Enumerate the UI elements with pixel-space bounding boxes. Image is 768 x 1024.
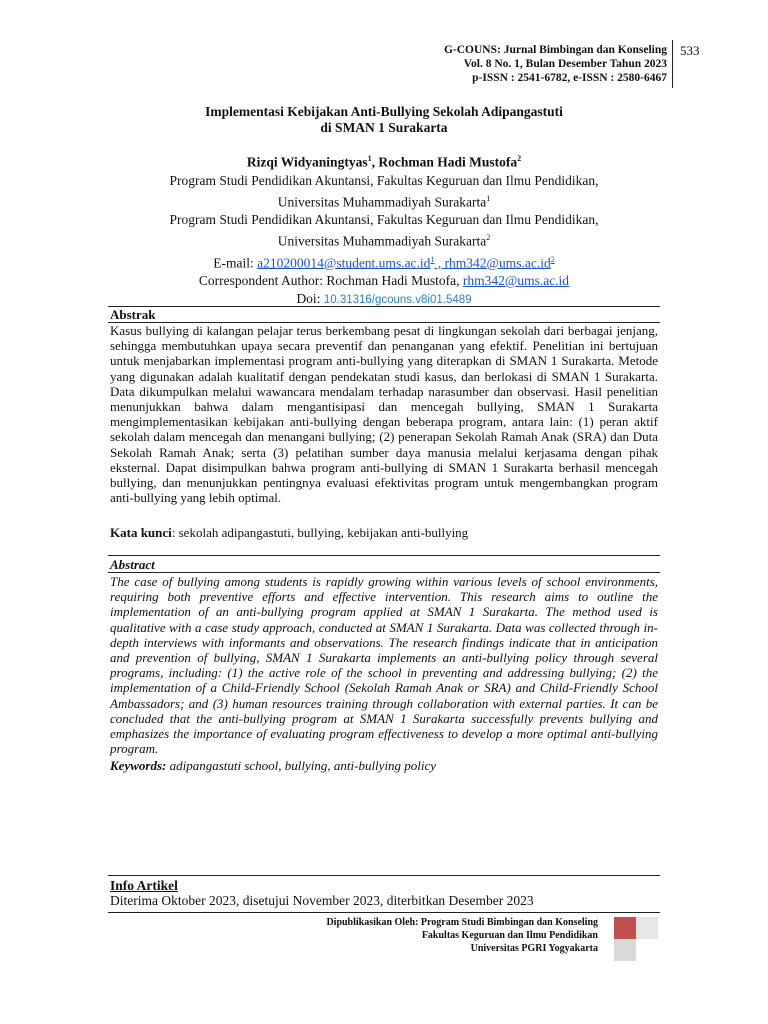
page-number: 533 (680, 43, 700, 58)
affiliation-2-line-1: Program Studi Pendidikan Akuntansi, Fakultas Keguruan dan Ilmu Pendidikan, (169, 212, 599, 227)
email-2-sup: 2 (550, 254, 555, 264)
title-line-1: Implementasi Kebijakan Anti-Bullying Sekolah Adipangastuti (205, 104, 563, 119)
abstract-heading: Abstract (110, 557, 155, 572)
abstrak-keywords-text: : sekolah adipangastuti, bullying, kebijakan anti-bullying (171, 525, 469, 540)
abstrak-top-rule (108, 306, 660, 307)
abstract-top-rule (108, 555, 660, 556)
email-separator: , (434, 255, 445, 270)
info-heading: Info Artikel (110, 878, 178, 893)
abstrak-heading: Abstrak (110, 307, 156, 322)
author-block (0, 150, 768, 309)
decor-square-gray-1 (636, 917, 658, 939)
decor-square-gray-2 (614, 939, 636, 961)
author-names (0, 150, 768, 172)
correspondent-line (0, 272, 768, 290)
doi-link[interactable]: 10.31316/gcouns.v8i01.5489 (323, 294, 472, 306)
correspondent-label: Correspondent Author: Rochman Hadi Mustofa, (198, 273, 463, 288)
journal-volume: Vol. 8 No. 1, Bulan Desember Tahun 2023 (463, 58, 667, 70)
affiliation-1-line-1: Program Studi Pendidikan Akuntansi, Fakultas Keguruan dan Ilmu Pendidikan, (169, 172, 599, 188)
email-1-sup: 1 (430, 254, 435, 264)
journal-header (444, 43, 667, 85)
journal-issn: p-ISSN : 2541-6782, e-ISSN : 2580-6467 (472, 72, 667, 84)
publisher-line-2: Fakultas Keguruan dan Ilmu Pendidikan (421, 930, 598, 941)
info-top-rule (108, 875, 660, 876)
email-label: E-mail: (213, 255, 258, 270)
publisher-line-1: Dipublikasikan Oleh: Program Studi Bimbingan dan Konseling (326, 917, 598, 928)
email-link-1[interactable]: a210200014@student.ums.ac.id (257, 255, 431, 270)
affiliation-2-sup: 2 (486, 233, 491, 242)
email-line (0, 251, 768, 273)
abstract-body: The case of bullying among students is rapidly growing within various levels of school environments, requiring both preventive efforts and effective intervention. This research aims to outline the implementation of an anti-bullying program applied at SMAN 1 Surakarta. The method used is qualitative with a case study approach, conducted at SMAN 1 Surakarta. Data was collected through in-depth interviews with informants and observations. The research findings indicate that in anticipation and prevention of bullying, SMAN 1 Surakarta implements an anti-bullying policy through several programs, including: (1) the active role of the school in preventing and addressing bullying; (2) the implementation of a Child-Friendly School (Sekolah Ramah Anak or SRA) and Child-Friendly School Ambassadors; and (3) human resources training through collaboration with external parties. It can be concluded that the anti-bullying program at SMAN 1 Surakarta successfully prevents bullying and emphasizes the importance of evaluating program effectiveness to develop a more optimal anti-bullying program. (110, 574, 658, 757)
info-dates: Diterima Oktober 2023, disetujui November 2023, diterbitkan Desember 2023 (110, 893, 534, 908)
publisher-block (326, 916, 598, 955)
abstrak-keywords-label: Kata kunci (110, 525, 172, 540)
decor-square-red (614, 917, 636, 939)
paper-title (0, 104, 768, 136)
affiliation-1-university: Universitas Muhammadiyah Surakarta (277, 194, 487, 209)
doi-label: Doi: (296, 291, 324, 306)
affiliation-1-line-2 (0, 190, 768, 212)
title-line-2: di SMAN 1 Surakarta (320, 120, 448, 135)
author-1-sup: 1 (367, 154, 372, 163)
abstract-keywords (110, 758, 658, 773)
author-2-sup: 2 (517, 154, 522, 163)
author-2: Rochman Hadi Mustofa (378, 154, 518, 170)
abstrak-body: Kasus bullying di kalangan pelajar terus berkembang pesat di lingkungan sekolah dari berbagai jenjang, sehingga membutuhkan upaya secara preventif dan penanganan yang efektif. Penelitian ini bertujuan untuk menjabarkan implementasi program anti-bullying yang diterapkan di SMAN 1 Surakarta. Metode yang digunakan adalah kualitatif dengan pendekatan studi kasus, dan berlokasi di SMAN 1 Surakarta. Data dikumpulkan melalui wawancara mendalam terhadap narasumber dan observasi. Hasil penelitian menunjukkan bahwa dalam mengantisipasi dan mencegah bullying, SMAN 1 Surakarta mengimplementasikan kebijakan anti-bullying dengan beberapa program, antara lain: (1) peran aktif sekolah dalam mencegah dan menangani bullying; (2) penerapan Sekolah Ramah Anak (SRA) dan Duta Sekolah Ramah Anak; serta (3) pelatihan sumber daya manusia melalui kerjasama dengan pihak eksternal. Dapat disimpulkan bahwa program anti-bullying di SMAN 1 Surakarta berhasil mencegah bullying, dan menunjukkan pentingnya evaluasi efektivitas program untuk mengembangkan program anti-bullying yang lebih optimal. (110, 323, 658, 506)
abstract-keywords-text: adipangastuti school, bullying, anti-bullying policy (166, 758, 437, 773)
email-link-2[interactable]: rhm342@ums.ac.id (444, 255, 551, 270)
info-bottom-rule (108, 912, 660, 913)
abstrak-keywords (110, 525, 658, 540)
author-separator: , (371, 154, 379, 170)
header-divider (672, 40, 673, 88)
journal-name: G-COUNS: Jurnal Bimbingan dan Konseling (443, 44, 667, 56)
author-1: Rizqi Widyaningtyas (246, 154, 368, 170)
correspondent-email-link[interactable]: rhm342@ums.ac.id (462, 273, 570, 288)
abstract-keywords-label: Keywords: (110, 758, 167, 773)
affiliation-1-sup: 1 (486, 193, 491, 203)
publisher-line-3: Universitas PGRI Yogyakarta (470, 943, 598, 954)
affiliation-2-line-2 (0, 229, 768, 251)
affiliation-2-university: Universitas Muhammadiyah Surakarta (277, 233, 487, 249)
abstract-heading-rule (108, 572, 660, 573)
